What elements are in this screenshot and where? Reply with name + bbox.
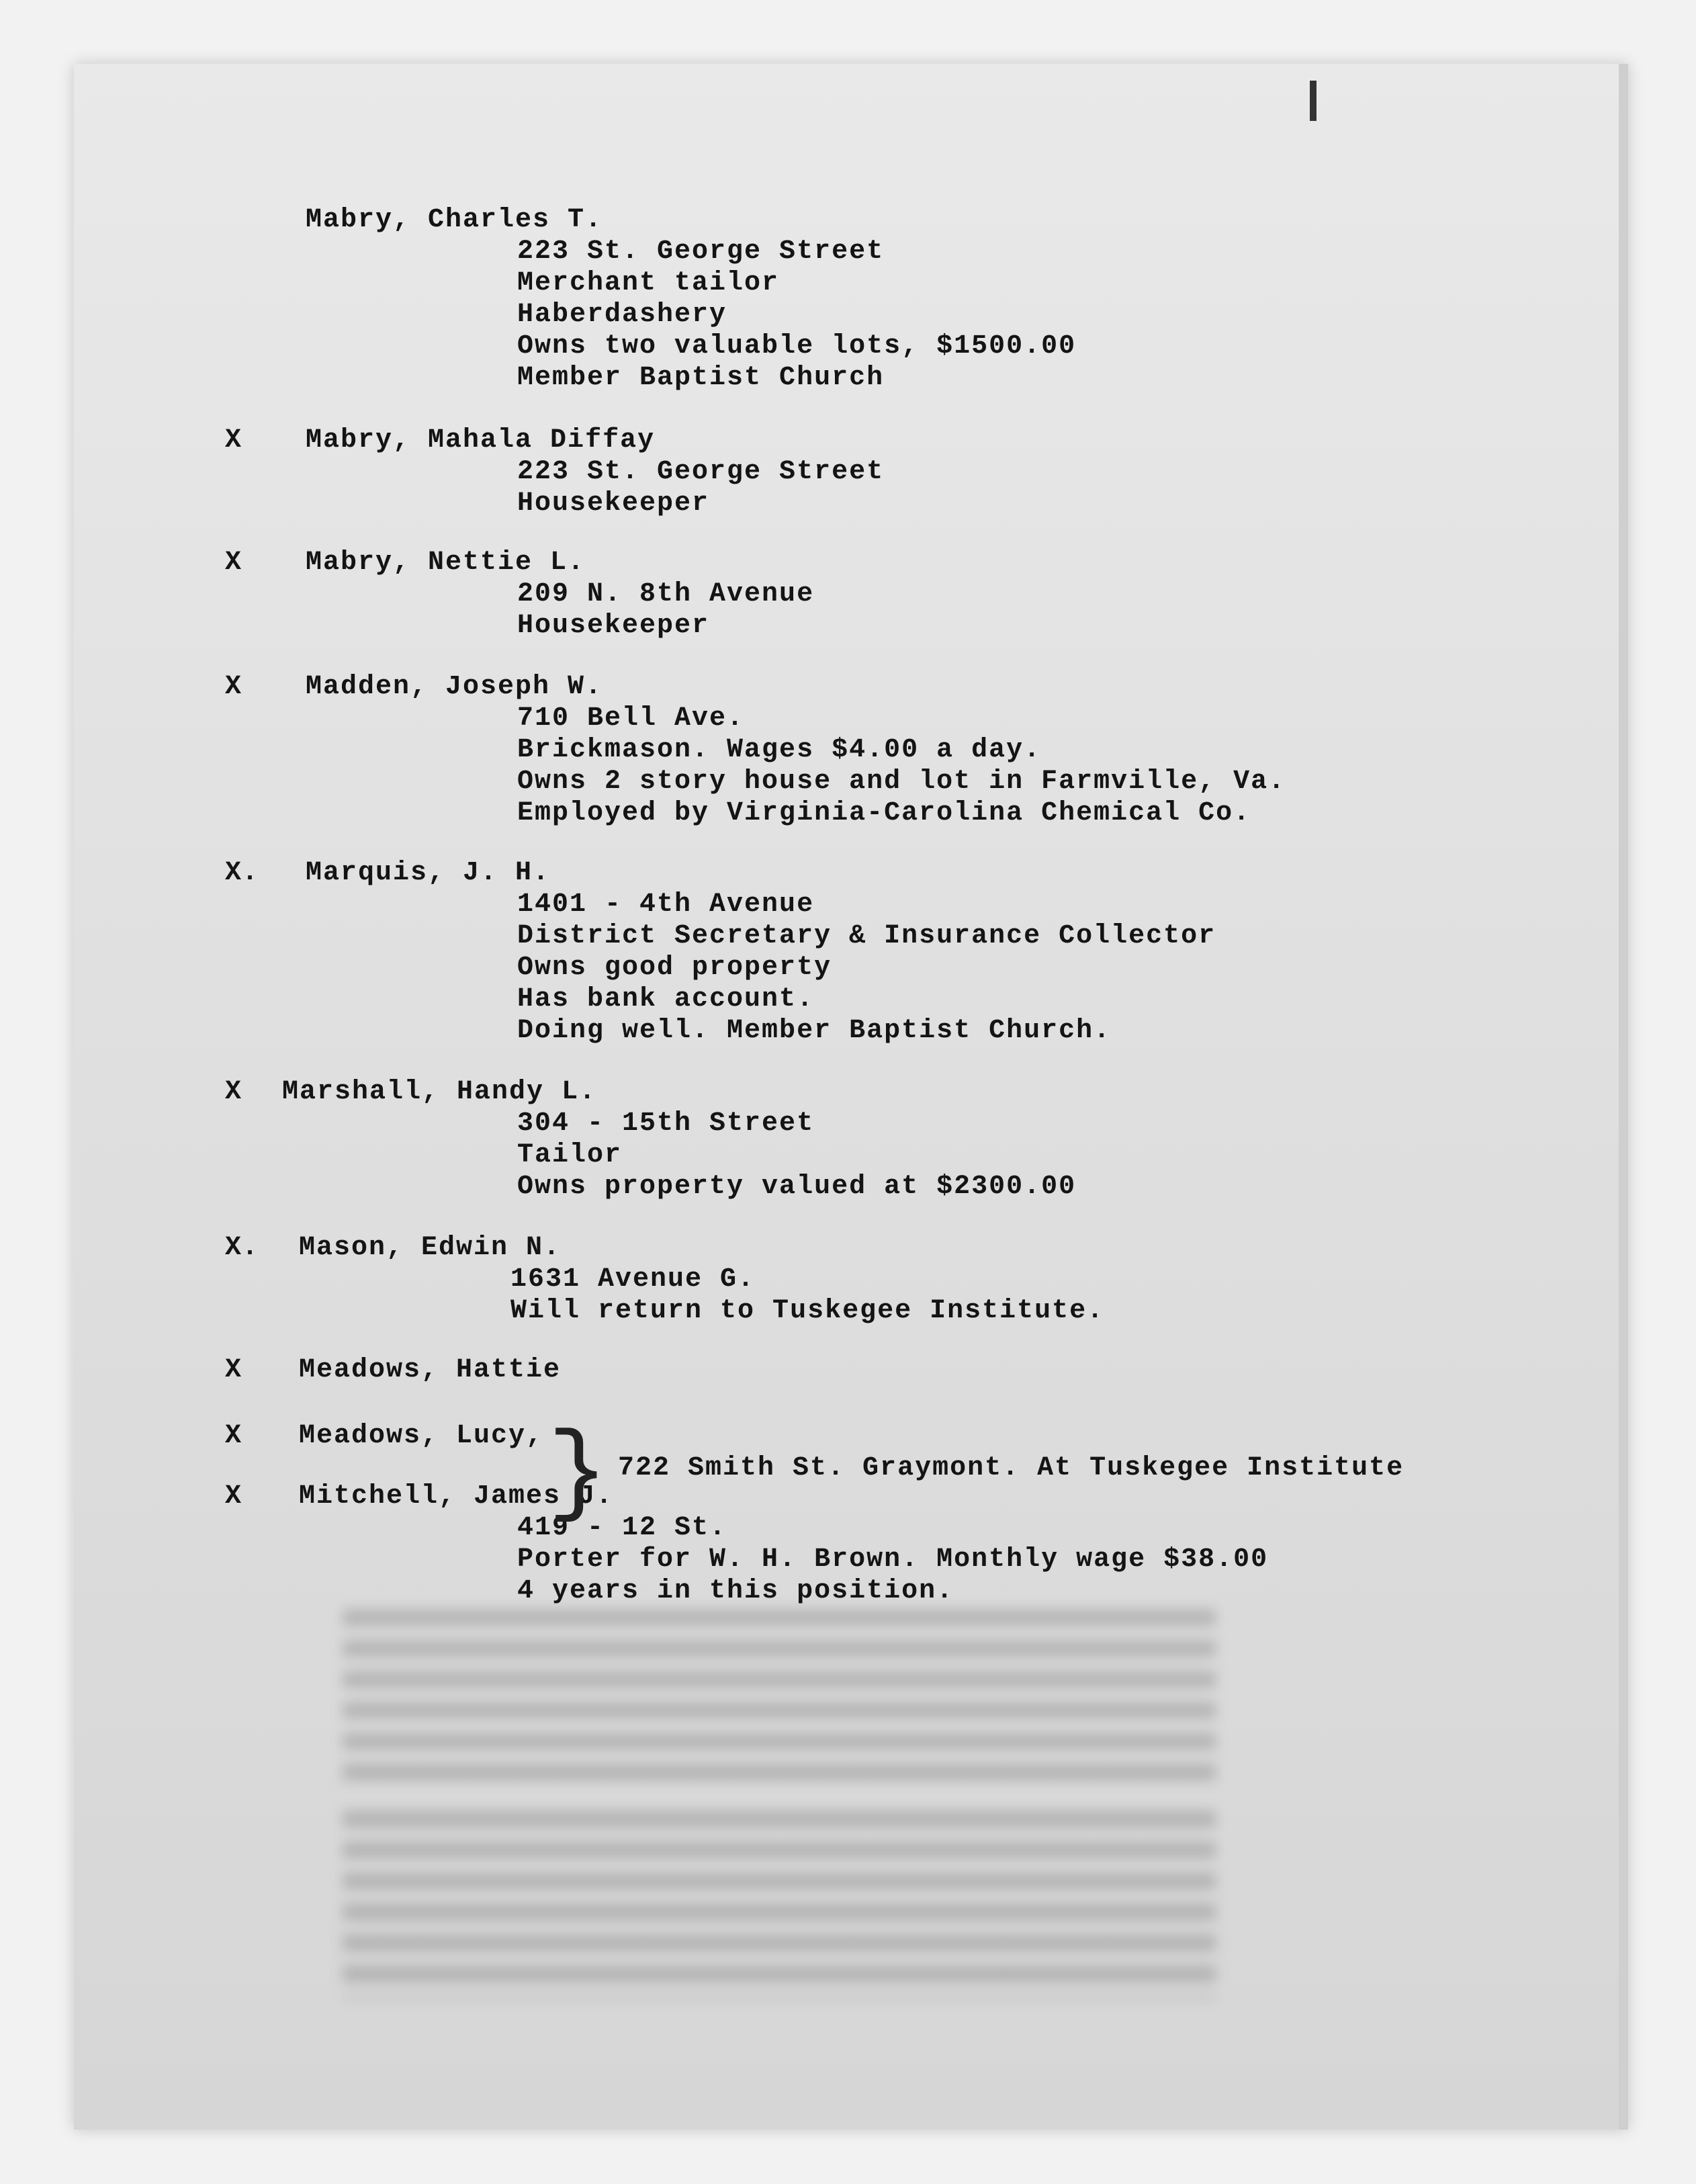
shared-note: 722 Smith St. Graymont. At Tuskegee Institute xyxy=(618,1453,1404,1483)
entry-detail: Porter for W. H. Brown. Monthly wage $38.00 xyxy=(517,1544,1269,1575)
entry-detail: 304 - 15th Street xyxy=(517,1108,815,1139)
entry-detail: 419 - 12 St. xyxy=(517,1513,727,1543)
entry-mark: X xyxy=(225,425,242,455)
entry-detail: Brickmason. Wages $4.00 a day. xyxy=(517,735,1042,765)
entry-name: Madden, Joseph W. xyxy=(306,672,603,702)
entry-mark: X xyxy=(225,1481,242,1512)
entry-detail: Housekeeper xyxy=(517,488,710,519)
entry-detail: Owns good property xyxy=(517,953,832,983)
entry-name: Marquis, J. H. xyxy=(306,858,551,888)
entry-name: Meadows, Hattie xyxy=(299,1355,562,1385)
entry-detail: Merchant tailor xyxy=(517,268,780,298)
entry-name: Mabry, Nettie L. xyxy=(306,548,586,578)
entry-detail: 4 years in this position. xyxy=(517,1576,954,1606)
entry-name: Marshall, Handy L. xyxy=(282,1077,597,1107)
entry-mark: X. xyxy=(225,1233,259,1263)
entry-mark: X xyxy=(225,1355,242,1385)
entry-name: Meadows, Lucy, xyxy=(299,1421,544,1451)
entry-detail: 223 St. George Street xyxy=(517,457,885,487)
entry-mark: X. xyxy=(225,858,259,888)
entry-detail: Owns property valued at $2300.00 xyxy=(517,1172,1077,1202)
entry-detail: Will return to Tuskegee Institute. xyxy=(510,1296,1105,1326)
entry-detail: Has bank account. xyxy=(517,984,815,1014)
entry-mark: X xyxy=(225,672,242,702)
entry-detail: District Secretary & Insurance Collector xyxy=(517,921,1216,951)
directory-list xyxy=(74,64,1619,2130)
entry-detail: Owns 2 story house and lot in Farmville, Va. xyxy=(517,767,1286,797)
entry-detail: Owns two valuable lots, $1500.00 xyxy=(517,331,1077,361)
entry-detail: 223 St. George Street xyxy=(517,236,885,267)
entry-detail: 1631 Avenue G. xyxy=(510,1264,756,1295)
entry-detail: Tailor xyxy=(517,1140,623,1170)
entry-detail: 209 N. 8th Avenue xyxy=(517,579,815,609)
entry-detail: Member Baptist Church xyxy=(517,363,885,393)
entry-name: Mason, Edwin N. xyxy=(299,1233,562,1263)
entry-detail: 710 Bell Ave. xyxy=(517,703,745,734)
entry-name: Mabry, Charles T. xyxy=(306,205,603,235)
entry-detail: Employed by Virginia-Carolina Chemical Co. xyxy=(517,798,1251,828)
entry-detail: 1401 - 4th Avenue xyxy=(517,889,815,920)
entry-detail: Haberdashery xyxy=(517,300,727,330)
entry-detail: Doing well. Member Baptist Church. xyxy=(517,1016,1112,1046)
document-page xyxy=(74,64,1628,2130)
entry-detail: Housekeeper xyxy=(517,611,710,641)
entry-name: Mitchell, James J. xyxy=(299,1481,614,1512)
entry-mark: X xyxy=(225,1421,242,1451)
entry-mark: X xyxy=(225,548,242,578)
entry-mark: X xyxy=(225,1077,242,1107)
entry-name: Mabry, Mahala Diffay xyxy=(306,425,656,455)
grouping-brace: } xyxy=(547,1417,609,1532)
